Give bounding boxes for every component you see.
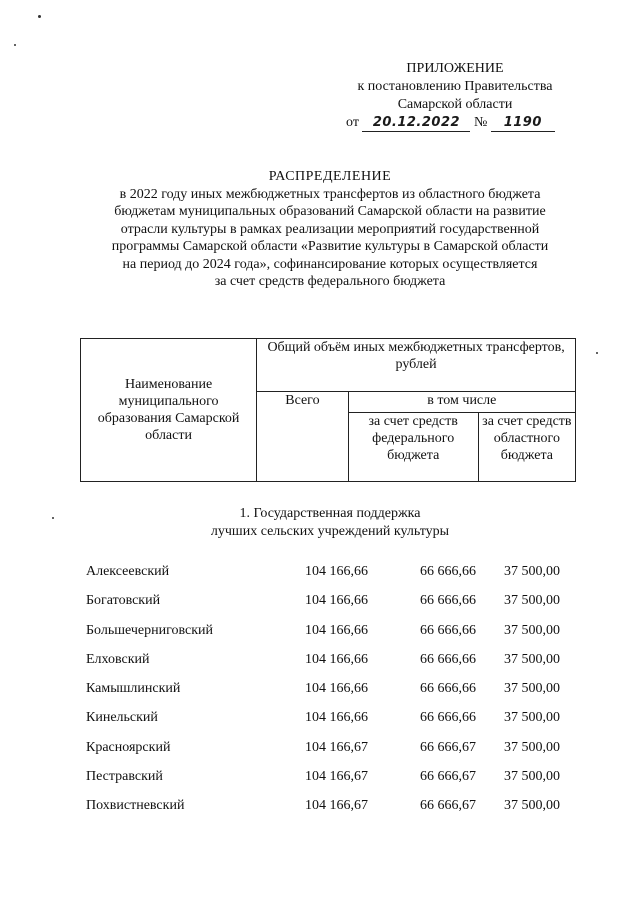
row-total: 104 166,67 (305, 798, 368, 814)
row-federal: 66 666,66 (420, 681, 476, 697)
row-regional: 37 500,00 (504, 681, 560, 697)
section-line: 1. Государственная поддержка (239, 506, 421, 521)
row-regional: 37 500,00 (504, 622, 560, 638)
row-total: 104 166,66 (305, 622, 368, 638)
scan-speck (38, 15, 41, 18)
row-total: 104 166,67 (305, 739, 368, 755)
table-row (86, 651, 566, 680)
header-total-column (257, 392, 348, 482)
row-regional: 37 500,00 (504, 739, 560, 755)
handwritten-date: 20.12.2022 (362, 115, 470, 132)
appendix-date-line (340, 114, 570, 132)
number-label: № (473, 115, 488, 130)
title-line: программы Самарской области «Развитие культуры в Самарской области (111, 239, 549, 254)
section-line: лучших сельских учреждений культуры (210, 524, 450, 539)
row-federal: 66 666,67 (420, 769, 476, 785)
table-row (86, 797, 566, 826)
row-regional: 37 500,00 (504, 769, 560, 785)
header-name-text: Наименование муниципального образования Самарской области (97, 377, 240, 443)
row-total: 104 166,66 (305, 651, 368, 667)
header-name-column (81, 339, 257, 482)
document-heading: РАСПРЕДЕЛЕНИЕ (268, 169, 392, 184)
row-federal: 66 666,66 (420, 710, 476, 726)
row-name: Пестравский (86, 769, 163, 785)
row-regional: 37 500,00 (504, 651, 560, 667)
row-total: 104 166,66 (305, 710, 368, 726)
title-line: на период до 2024 года», софинансирование которых осуществляется (122, 256, 538, 272)
row-name: Елховский (86, 651, 150, 667)
row-regional: 37 500,00 (504, 564, 560, 579)
scan-speck (596, 352, 598, 354)
row-name: Алексеевский (86, 564, 170, 579)
table-row (86, 680, 566, 709)
section-title (130, 505, 530, 541)
table-row (86, 563, 566, 592)
row-regional: 37 500,00 (504, 798, 560, 814)
row-name: Похвистневский (86, 798, 185, 814)
title-line: в 2022 году иных межбюджетных трансфертов из областного бюджета (119, 186, 541, 202)
row-regional: 37 500,00 (504, 593, 560, 609)
header-federal-text: за счет средств федерального бюджета (368, 414, 458, 463)
header-total-text: Всего (285, 393, 320, 408)
table-row (86, 622, 566, 651)
row-name: Камышлинский (86, 681, 181, 697)
row-federal: 66 666,66 (420, 593, 476, 609)
table-row (86, 709, 566, 738)
row-total: 104 166,67 (305, 769, 368, 785)
header-including (348, 392, 575, 413)
row-name: Большечерниговский (86, 622, 214, 638)
header-federal-column (348, 413, 478, 482)
row-federal: 66 666,66 (420, 622, 476, 638)
row-name: Красноярский (86, 739, 171, 755)
row-federal: 66 666,66 (420, 564, 476, 579)
row-federal: 66 666,67 (420, 798, 476, 814)
header-volume-column (257, 339, 576, 392)
header-volume-text: Общий объём иных межбюджетных трансфертов, рублей (267, 340, 565, 372)
title-line: за счет средств федерального бюджета (214, 274, 446, 289)
document-title (60, 168, 600, 291)
row-federal: 66 666,66 (420, 651, 476, 667)
from-label: от (346, 115, 359, 130)
appendix-title: ПРИЛОЖЕНИЕ (406, 61, 504, 76)
row-federal: 66 666,67 (420, 739, 476, 755)
row-name: Кинельский (86, 710, 158, 726)
handwritten-number: 1190 (491, 115, 555, 132)
appendix-block (340, 60, 570, 132)
table-row (86, 592, 566, 621)
table-row (86, 768, 566, 797)
row-regional: 37 500,00 (504, 710, 560, 726)
row-total: 104 166,66 (305, 681, 368, 697)
appendix-line: к постановлению Правительства (357, 79, 553, 94)
header-regional-text: за счет средств областного бюджета (482, 414, 572, 463)
table-row (86, 739, 566, 768)
table-header (80, 338, 576, 482)
header-regional-column (478, 413, 575, 482)
title-line: бюджетам муниципальных образований Самарской области на развитие (114, 204, 546, 219)
row-name: Богатовский (86, 593, 161, 609)
scan-speck (52, 517, 54, 519)
appendix-line: Самарской области (397, 97, 513, 112)
title-line: отрасли культуры в рамках реализации мероприятий государственной (120, 221, 540, 237)
scan-speck (14, 44, 16, 46)
header-including-text: в том числе (427, 393, 497, 408)
row-total: 104 166,66 (305, 593, 368, 609)
row-total: 104 166,66 (305, 564, 368, 579)
data-rows (86, 563, 566, 827)
